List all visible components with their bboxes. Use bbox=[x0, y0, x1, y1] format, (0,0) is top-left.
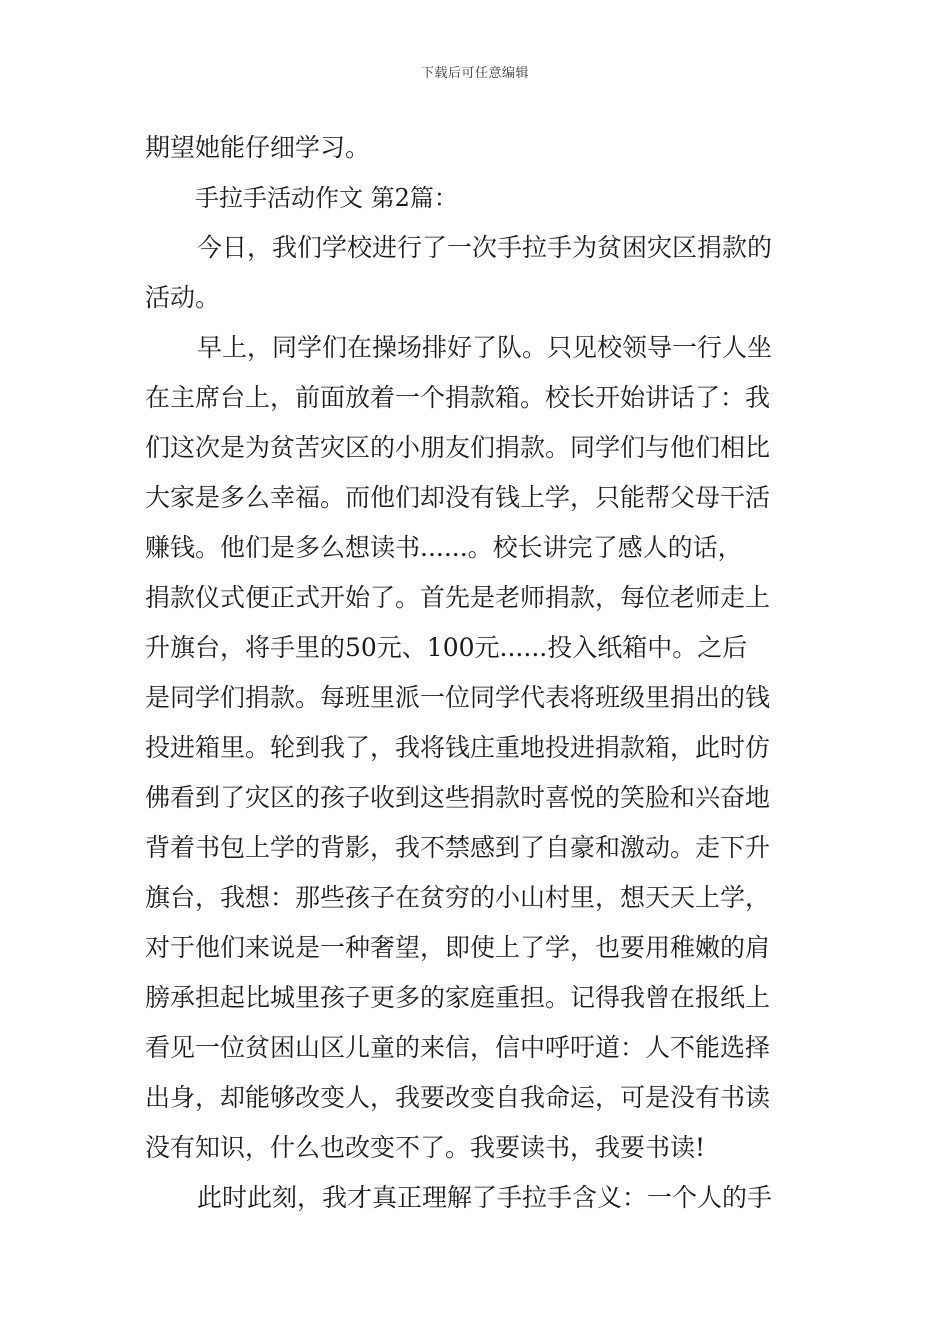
text-line: 大家是多么幸福。而他们却没有钱上学，只能帮父母干活 bbox=[145, 483, 771, 512]
document-body bbox=[145, 123, 810, 1223]
text-line: 期望她能仔细学习。 bbox=[145, 133, 371, 162]
text-line: 背着书包上学的背影，我不禁感到了自豪和激动。走下升 bbox=[145, 833, 771, 862]
text-line: 膀承担起比城里孩子更多的家庭重担。记得我曾在报纸上 bbox=[145, 983, 771, 1012]
page-header: 下载后可任意编辑 bbox=[420, 66, 529, 81]
text-line: 捐款仪式便正式开始了。首先是老师捐款，每位老师走上 bbox=[145, 583, 771, 612]
text-line: 活动。 bbox=[145, 283, 221, 312]
text-line: 投进箱里。轮到我了，我将钱庄重地投进捐款箱，此时仿 bbox=[145, 733, 771, 762]
text-line: 此时此刻，我才真正理解了手拉手含义：一个人的手 bbox=[197, 1183, 773, 1212]
text-line: 看见一位贫困山区儿童的来信，信中呼吁道：人不能选择 bbox=[145, 1033, 771, 1062]
section-heading: 手拉手活动作文 第2篇： bbox=[195, 184, 458, 212]
text-line: 是同学们捐款。每班里派一位同学代表将班级里捐出的钱 bbox=[145, 683, 771, 712]
text-line: 出身，却能够改变人，我要改变自我命运，可是没有书读 bbox=[145, 1083, 771, 1112]
text-line: 对于他们来说是一种奢望，即使上了学，也要用稚嫩的肩 bbox=[145, 933, 771, 962]
text-line: 早上，同学们在操场排好了队。只见校领导一行人坐 bbox=[197, 333, 773, 362]
text-line: 升旗台，将手里的50元、100元......投入纸箱中。之后 bbox=[145, 633, 748, 662]
text-line: 在主席台上，前面放着一个捐款箱。校长开始讲话了：我 bbox=[145, 383, 771, 412]
text-line: 没有知识，什么也改变不了。我要读书，我要书读! bbox=[145, 1133, 706, 1162]
text-line: 们这次是为贫苦灾区的小朋友们捐款。同学们与他们相比 bbox=[145, 433, 771, 462]
text-line: 佛看到了灾区的孩子收到这些捐款时喜悦的笑脸和兴奋地 bbox=[145, 783, 771, 812]
text-line: 今日，我们学校进行了一次手拉手为贫困灾区捐款的 bbox=[197, 233, 773, 262]
text-line: 赚钱。他们是多么想读书......。校长讲完了感人的话， bbox=[145, 533, 743, 562]
text-line: 旗台，我想：那些孩子在贫穷的小山村里，想天天上学， bbox=[145, 883, 771, 912]
